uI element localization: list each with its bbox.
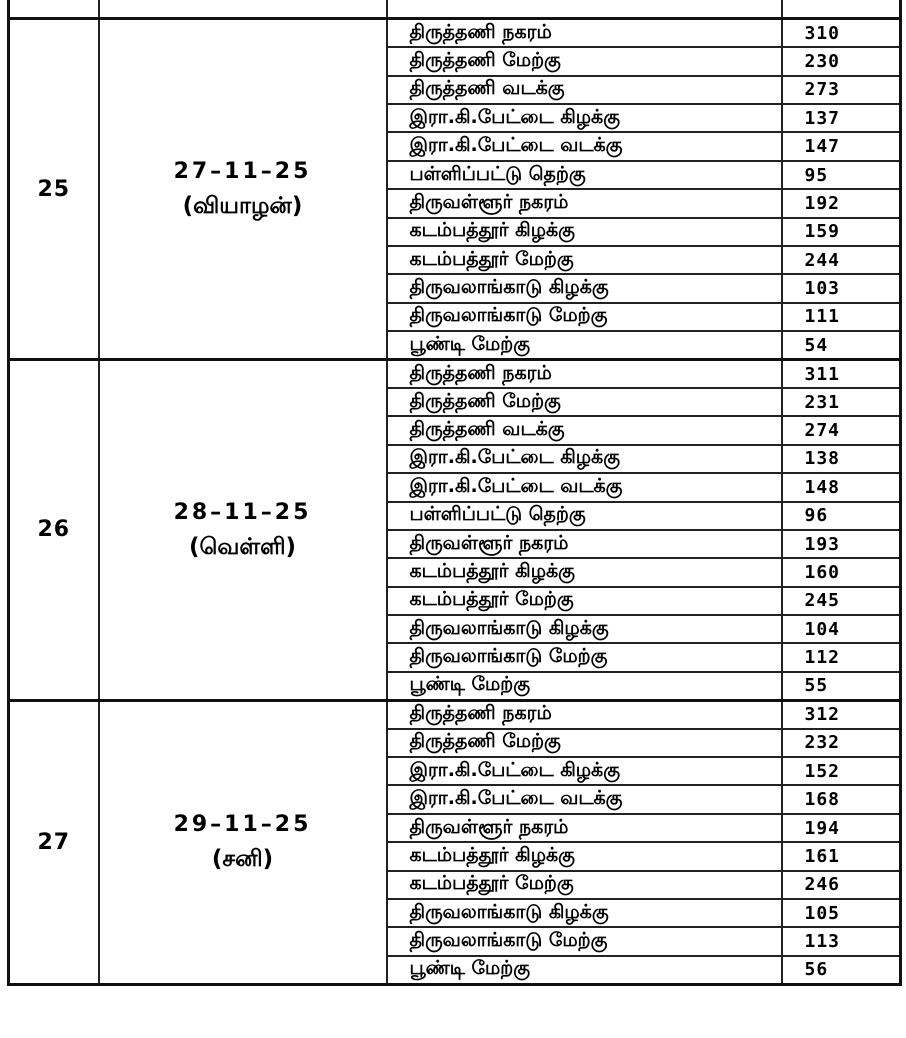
count-value: 113 [782,927,901,955]
count-value: 312 [782,700,901,728]
place-name: திருவலாங்காடு மேற்கு [387,927,782,955]
place-name: கடம்பத்தூர் மேற்கு [387,246,782,274]
place-name: திருத்தணி நகரம் [387,700,782,728]
count-value: 161 [782,842,901,870]
place-name: கடம்பத்தூர் மேற்கு [387,871,782,899]
count-value: 159 [782,218,901,246]
serial-number: 27 [9,700,99,984]
date-cell [99,19,387,360]
count-value: 147 [782,132,901,160]
place-name: திருவலாங்காடு மேற்கு [387,303,782,331]
count-value: 111 [782,303,901,331]
count-value: 310 [782,19,901,47]
count-value: 273 [782,76,901,104]
place-name: திருவலாங்காடு கிழக்கு [387,899,782,927]
count-value: 105 [782,899,901,927]
date-text: 27–11–25 [173,159,312,185]
count-value: 194 [782,814,901,842]
place-name: திருவலாங்காடு கிழக்கு [387,615,782,643]
place-name: திருத்தணி வடக்கு [387,416,782,444]
table-row [9,360,901,388]
date-cell [99,360,387,701]
place-name: கடம்பத்தூர் கிழக்கு [387,842,782,870]
count-value: 103 [782,274,901,302]
day-text: (வியாழன்) [182,193,303,220]
cut-off-row [9,0,901,19]
count-value: 152 [782,757,901,785]
place-name: திருத்தணி நகரம் [387,19,782,47]
count-value: 311 [782,360,901,388]
day-text: (வெள்ளி) [188,533,297,560]
place-name: இரா.கி.பேட்டை வடக்கு [387,473,782,501]
place-name: கடம்பத்தூர் மேற்கு [387,587,782,615]
schedule-table [7,0,902,986]
place-name: இரா.கி.பேட்டை வடக்கு [387,785,782,813]
place-name: கடம்பத்தூர் கிழக்கு [387,218,782,246]
date-text: 28–11–25 [173,499,312,525]
count-value: 148 [782,473,901,501]
day-text: (சனி) [211,846,274,873]
date-cell [99,700,387,984]
count-value: 192 [782,189,901,217]
schedule-table-body [9,0,901,984]
count-value: 231 [782,388,901,416]
place-name: பள்ளிப்பட்டு தெற்கு [387,502,782,530]
count-value: 112 [782,643,901,671]
place-name: இரா.கி.பேட்டை கிழக்கு [387,445,782,473]
count-value: 246 [782,871,901,899]
place-name: திருத்தணி மேற்கு [387,729,782,757]
count-value: 104 [782,615,901,643]
place-name: திருத்தணி நகரம் [387,360,782,388]
place-name: திருவலாங்காடு கிழக்கு [387,274,782,302]
place-name: பூண்டி மேற்கு [387,956,782,984]
count-value: 95 [782,161,901,189]
count-value: 56 [782,956,901,984]
place-name: திருத்தணி மேற்கு [387,47,782,75]
date-text: 29–11–25 [173,812,312,838]
place-name: கடம்பத்தூர் கிழக்கு [387,558,782,586]
count-value: 96 [782,502,901,530]
count-value: 137 [782,104,901,132]
place-name: பள்ளிப்பட்டு தெற்கு [387,161,782,189]
count-value: 168 [782,785,901,813]
place-name: பூண்டி மேற்கு [387,331,782,359]
place-name: திருத்தணி வடக்கு [387,76,782,104]
place-name: இரா.கி.பேட்டை கிழக்கு [387,757,782,785]
place-name: இரா.கி.பேட்டை கிழக்கு [387,104,782,132]
count-value: 244 [782,246,901,274]
serial-number: 25 [9,19,99,360]
place-name: இரா.கி.பேட்டை வடக்கு [387,132,782,160]
place-name: திருத்தணி மேற்கு [387,388,782,416]
count-value: 160 [782,558,901,586]
place-name: திருவலாங்காடு மேற்கு [387,643,782,671]
serial-number: 26 [9,360,99,701]
table-row [9,19,901,47]
place-name: திருவள்ளூர் நகரம் [387,814,782,842]
count-value: 138 [782,445,901,473]
place-name: திருவள்ளூர் நகரம் [387,189,782,217]
count-value: 232 [782,729,901,757]
place-name: திருவள்ளூர் நகரம் [387,530,782,558]
place-name: பூண்டி மேற்கு [387,672,782,700]
count-value: 55 [782,672,901,700]
count-value: 230 [782,47,901,75]
count-value: 54 [782,331,901,359]
count-value: 245 [782,587,901,615]
count-value: 193 [782,530,901,558]
table-row [9,700,901,728]
count-value: 274 [782,416,901,444]
